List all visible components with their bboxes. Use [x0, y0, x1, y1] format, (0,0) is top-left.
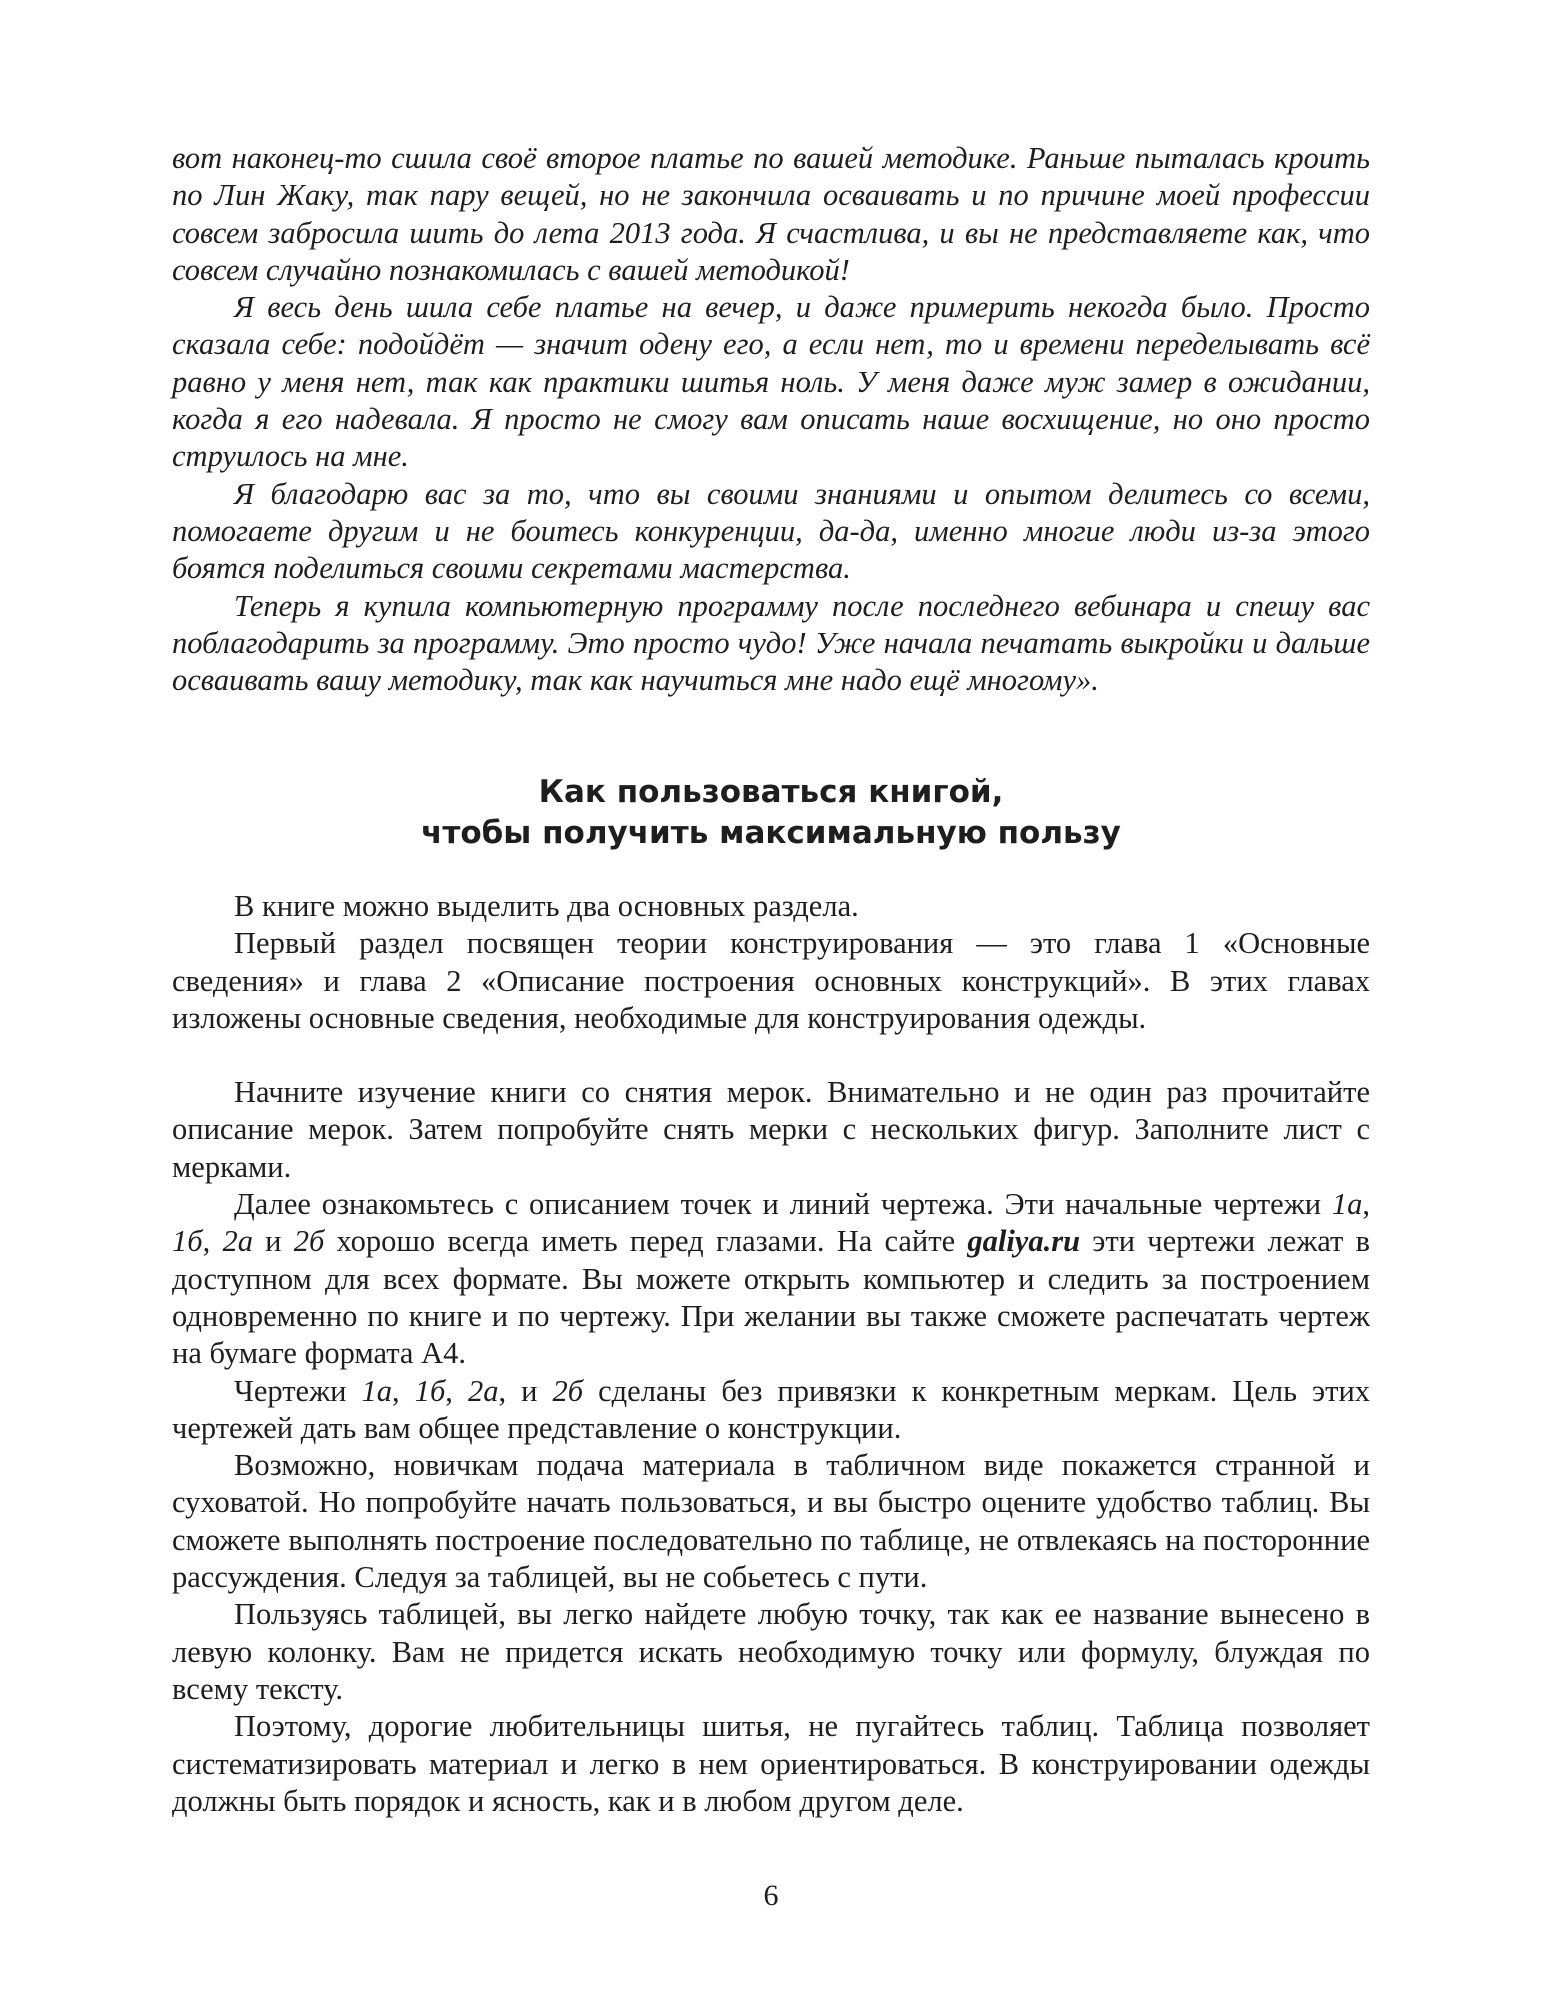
- text-run: хорошо всегда иметь перед глазами. На сайте: [324, 1224, 968, 1259]
- text-run: Чертежи: [234, 1373, 362, 1408]
- body-paragraph: [172, 1373, 1370, 1448]
- drawing-ref: 1а: [1331, 1187, 1363, 1222]
- text-run: Далее ознакомьтесь с описанием точек и линий чертежа. Эти начальные чертежи: [234, 1187, 1332, 1222]
- text-run: ,: [445, 1373, 468, 1408]
- text-run: сделаны без привязки к конкретным меркам. Цель этих чертежей дать вам общее представление о конструкции.: [172, 1373, 1371, 1445]
- website-name: galiya.ru: [967, 1224, 1081, 1259]
- drawing-ref: 2б: [552, 1373, 584, 1408]
- body-paragraph: Пользуясь таблицей, вы легко найдете любую точку, так как ее название вынесено в левую колонку. Вам не придется искать необходимую точку или формулу, блуждая по всему тексту.: [172, 1597, 1370, 1706]
- text-run: ,: [392, 1373, 415, 1408]
- text-run: эти чертежи лежат в доступном для всех формате. Вы можете открыть компьютер и следить за построением одновременно по книге и по чертежу. При желании вы также сможете распечатать чертеж на бумаге формата А4.: [172, 1224, 1371, 1371]
- body-paragraph: [172, 1186, 1370, 1372]
- body-paragraph: Поэтому, дорогие любительницы шитья, не пугайтесь таблиц. Таблица позволяет систематизировать материал и легко в нем ориентироваться. В конструировании одежды должны быть порядок и ясность, как и в любом другом деле.: [172, 1709, 1370, 1818]
- testimonial-paragraph: Теперь я купила компьютерную программу после последнего вебинара и спешу вас поблагодарить за программу. Это просто чудо! Уже начала печатать выкройки и дальше осваивать вашу методику, так как научиться мне надо ещё многому».: [172, 588, 1370, 698]
- text-run: ,: [1362, 1187, 1370, 1222]
- body-text: [172, 888, 1370, 1820]
- drawing-ref: 1б: [172, 1224, 203, 1259]
- drawing-ref: 2а: [222, 1224, 253, 1259]
- drawing-ref: 1б: [414, 1373, 446, 1408]
- drawing-ref: 2б: [293, 1224, 325, 1259]
- section-heading-line: Как пользоваться книгой,: [538, 774, 1004, 810]
- testimonial-paragraph: вот наконец-то сшила своё второе платье по вашей методике. Раньше пыталась кроить по Лин Жаку, так пару вещей, но не закончила осваивать и по причине моей профессии совсем забросила шить до лета 2013 года. Я счастлива, и вы не представляете как, что совсем случайно познакомилась с вашей методикой!: [172, 141, 1370, 287]
- body-paragraph: Начните изучение книги со снятия мерок. Внимательно и не один раз прочитайте описание мерок. Затем попробуйте снять мерки с нескольких фигур. Заполните лист с мерками.: [172, 1075, 1370, 1184]
- text-run: и: [252, 1224, 294, 1259]
- body-paragraph: Первый раздел посвящен теории конструирования — это глава 1 «Основные сведения» и глава 2 «Описание построения основных конструкций». В этих главах изложены основные сведения, необходимые для конструирования одежды.: [172, 926, 1370, 1035]
- body-paragraph: Возможно, новичкам подача материала в табличном виде покажется странной и суховатой. Но попробуйте начать пользоваться, и вы быстро оцените удобство таблиц. Вы сможете выполнять построение последовательно по таблице, не отвлекаясь на посторонние рассуждения. Следуя за таблицей, вы не собьетесь с пути.: [172, 1448, 1370, 1595]
- section-heading-line: чтобы получить максимальную пользу: [421, 815, 1121, 851]
- text-run: , и: [498, 1373, 553, 1408]
- drawing-ref: 1а: [361, 1373, 393, 1408]
- section-heading: [172, 772, 1370, 854]
- testimonial-paragraph: Я благодарю вас за то, что вы своими знаниями и опытом делитесь со всеми, помогаете другим и не боитесь конкуренции, да-да, именно многие люди из-за этого боятся поделиться своими секретами мастерства.: [172, 476, 1370, 586]
- page-number: 6: [763, 1879, 779, 1912]
- testimonial-quote: [172, 140, 1370, 699]
- drawing-ref: 2а: [467, 1373, 499, 1408]
- text-run: ,: [202, 1224, 223, 1259]
- testimonial-paragraph: Я весь день шила себе платье на вечер, и даже примерить некогда было. Просто сказала себе: подойдёт — значит одену его, а если нет, то и времени переделывать всё равно у меня нет, так как практики шитья ноль. У меня даже муж замер в ожидании, когда я его надевала. Я просто не смогу вам описать наше восхищение, но оно просто струилось на мне.: [172, 290, 1370, 474]
- body-paragraph: В книге можно выделить два основных раздела.: [234, 889, 859, 923]
